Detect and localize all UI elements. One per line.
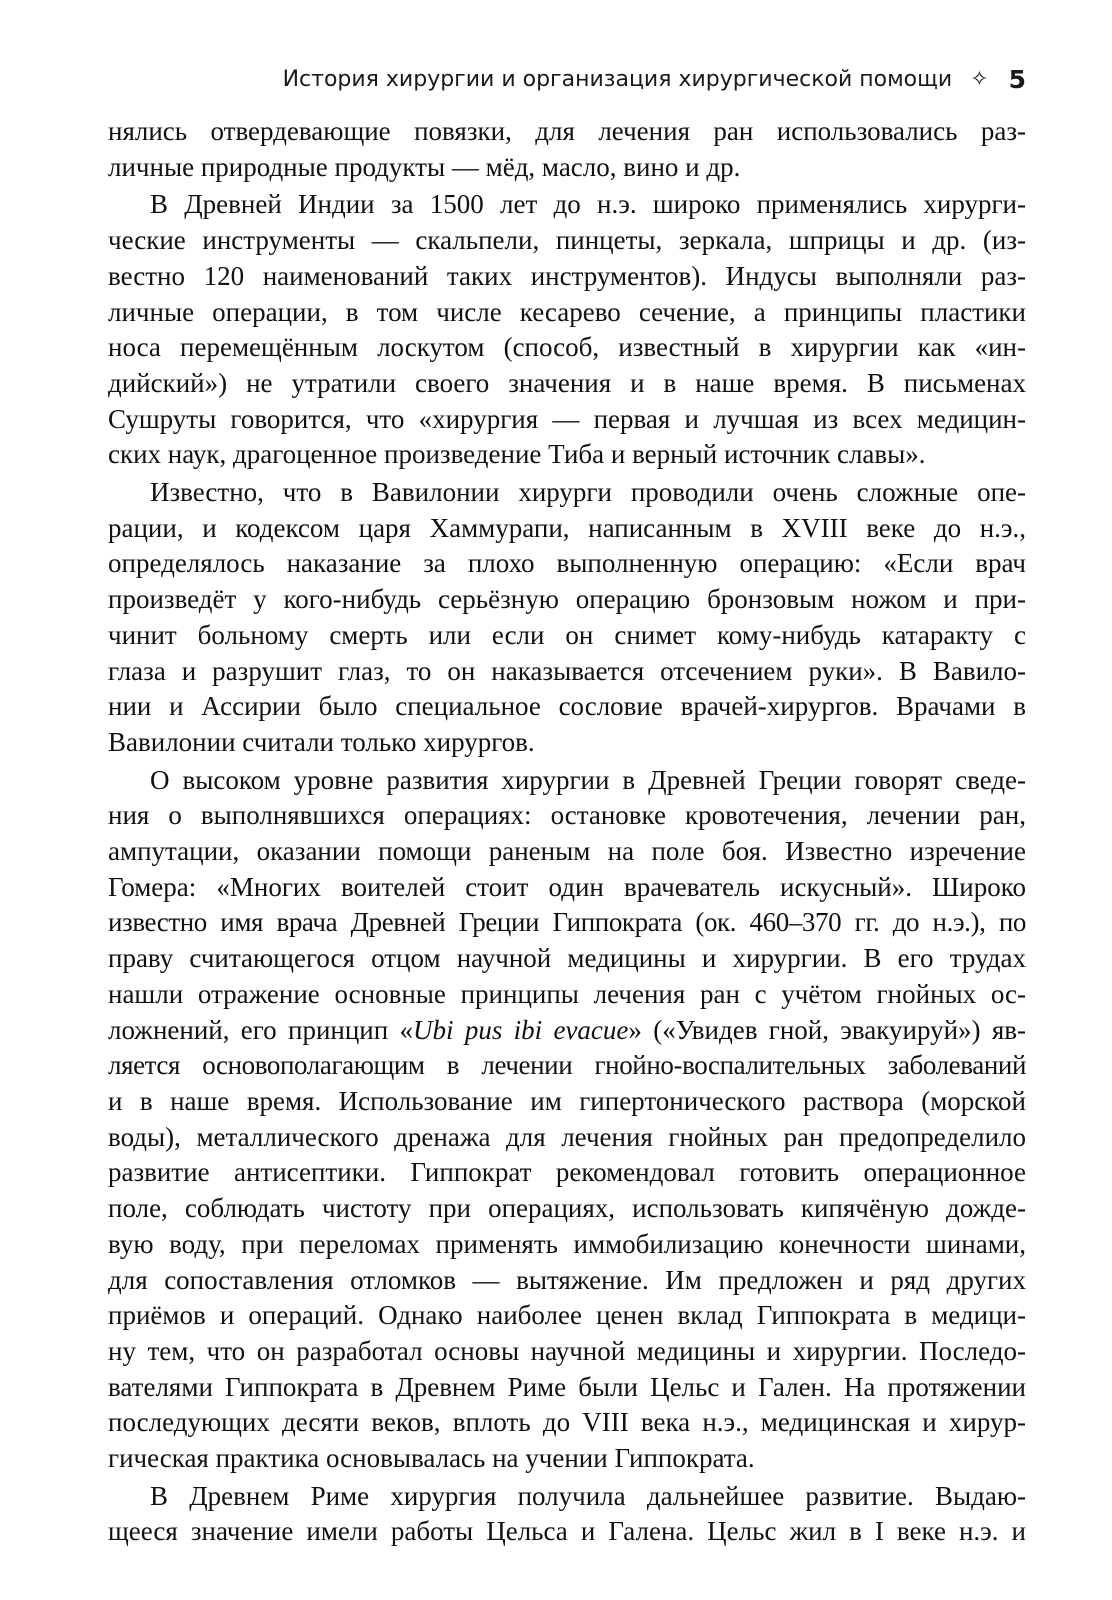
text-line: ну тем, что он разработал основы научной медицины и хирургии. Последо- bbox=[108, 1335, 1026, 1366]
text-line: вестно 120 наименований таких инструментов). Индусы выполняли раз- bbox=[108, 260, 1026, 291]
text-line: В Древнем Риме хирургия получила дальнейшее развитие. Выдаю- bbox=[150, 1480, 1026, 1511]
text-line: поле, соблюдать чистоту при операциях, использовать кипячёную дожде- bbox=[108, 1193, 1026, 1224]
text-line: личные операции, в том числе кесарево сечение, а принципы пластики bbox=[108, 296, 1026, 327]
text-line: воды), металлического дренажа для лечения гнойных ран предопределило bbox=[108, 1121, 1026, 1152]
text-line: определялось наказание за плохо выполненную операцию: «Если врач bbox=[108, 548, 1026, 579]
text-line: ампутации, оказании помощи раненым на поле боя. Известно изречение bbox=[108, 836, 1026, 867]
page-number: 5 bbox=[1008, 64, 1026, 94]
text-line: щееся значение имели работы Цельса и Галена. Цельс жил в I веке н.э. и bbox=[108, 1516, 1026, 1547]
text-line: приёмов и операций. Однако наиболее ценен вклад Гиппократа в медици- bbox=[108, 1300, 1026, 1331]
text-line: глаза и разрушит глаз, то он наказывается отсечением руки». В Вавило- bbox=[108, 655, 1026, 686]
text-line: Известно, что в Вавилонии хирурги проводили очень сложные опе- bbox=[150, 477, 1026, 508]
paragraph-1 bbox=[108, 114, 1026, 185]
text-line: носа перемещённым лоскутом (способ, известный в хирургии как «ин- bbox=[108, 332, 1026, 363]
text-line: развитие антисептики. Гиппократ рекомендовал готовить операционное bbox=[108, 1157, 1026, 1188]
text-line: нии и Ассирии было специальное сословие врачей-хирургов. Врачами в bbox=[108, 691, 1026, 722]
text-line: нялись отвердевающие повязки, для лечения ран использовались раз- bbox=[108, 116, 1026, 146]
text-line: и в наше время. Использование им гипертонического раствора (морской bbox=[108, 1085, 1026, 1116]
text-line: Гомера: «Многих воителей стоит один врачеватель искусный». Широко bbox=[108, 871, 1026, 902]
text-line: Сушруты говорится, что «хирургия — первая и лучшая из всех медицин- bbox=[108, 403, 1026, 434]
diamond-separator-icon: ✧ bbox=[970, 66, 989, 92]
text-line: гическая практика основывалась на учении Гиппократа. bbox=[108, 1443, 755, 1474]
text-line: дийский») не утратили своего значения и в наше время. В письменах bbox=[108, 367, 1026, 398]
text-fragment: » («Увидев гной, эвакуируй») яв- bbox=[628, 1014, 1026, 1045]
running-header bbox=[108, 62, 1026, 96]
text-line: Вавилонии считали только хирургов. bbox=[108, 726, 535, 757]
body-text bbox=[108, 114, 1026, 1550]
text-line: В Древней Индии за 1500 лет до н.э. широко применялись хирурги- bbox=[150, 189, 1026, 220]
paragraph-3 bbox=[108, 475, 1026, 761]
text-line: рации, и кодексом царя Хаммурапи, написанным в XVIII веке до н.э., bbox=[108, 512, 1026, 543]
text-line: ческие инструменты — скальпели, пинцеты, зеркала, шприцы и др. (из- bbox=[108, 225, 1026, 256]
text-line: личные природные продукты — мёд, масло, вино и др. bbox=[108, 151, 741, 182]
text-line: вателями Гиппократа в Древнем Риме были Цельс и Гален. На протяжении bbox=[108, 1371, 1026, 1402]
text-line: известно имя врача Древней Греции Гиппократа (ок. 460–370 гг. до н.э.), по bbox=[108, 907, 1026, 938]
text-line: ляется основополагающим в лечении гнойно-воспалительных заболеваний bbox=[108, 1050, 1026, 1081]
text-line: чинит больному смерть или если он снимет кому-нибудь катаракту с bbox=[108, 619, 1026, 650]
text-line bbox=[108, 1013, 1026, 1049]
text-fragment: ложнений, его принцип « bbox=[108, 1014, 414, 1045]
paragraph-5 bbox=[108, 1479, 1026, 1550]
latin-quote: Ubi pus ibi evacue bbox=[413, 1014, 629, 1045]
text-line: вую воду, при переломах применять иммобилизацию конечности шинами, bbox=[108, 1228, 1026, 1259]
text-line: ния о выполнявшихся операциях: остановке кровотечения, лечении ран, bbox=[108, 800, 1026, 831]
text-line: для сопоставления отломков — вытяжение. Им предложен и ряд других bbox=[108, 1264, 1026, 1295]
paragraph-2 bbox=[108, 187, 1026, 473]
running-title: История хирургии и организация хирургической помощи bbox=[282, 66, 953, 92]
text-line: О высоком уровне развития хирургии в Древней Греции говорят сведе- bbox=[150, 764, 1026, 795]
text-line: ских наук, драгоценное произведение Тиба и верный источник славы». bbox=[108, 439, 926, 470]
text-line: праву считающегося отцом научной медицины и хирургии. В его трудах bbox=[108, 943, 1026, 974]
text-line: нашли отражение основные принципы лечения ран с учётом гнойных ос- bbox=[108, 978, 1026, 1009]
text-line: произведёт у кого-нибудь серьёзную операцию бронзовым ножом и при- bbox=[108, 584, 1026, 615]
text-line: последующих десяти веков, вплоть до VIII века н.э., медицинская и хирур- bbox=[108, 1407, 1026, 1438]
paragraph-4 bbox=[108, 763, 1026, 1477]
